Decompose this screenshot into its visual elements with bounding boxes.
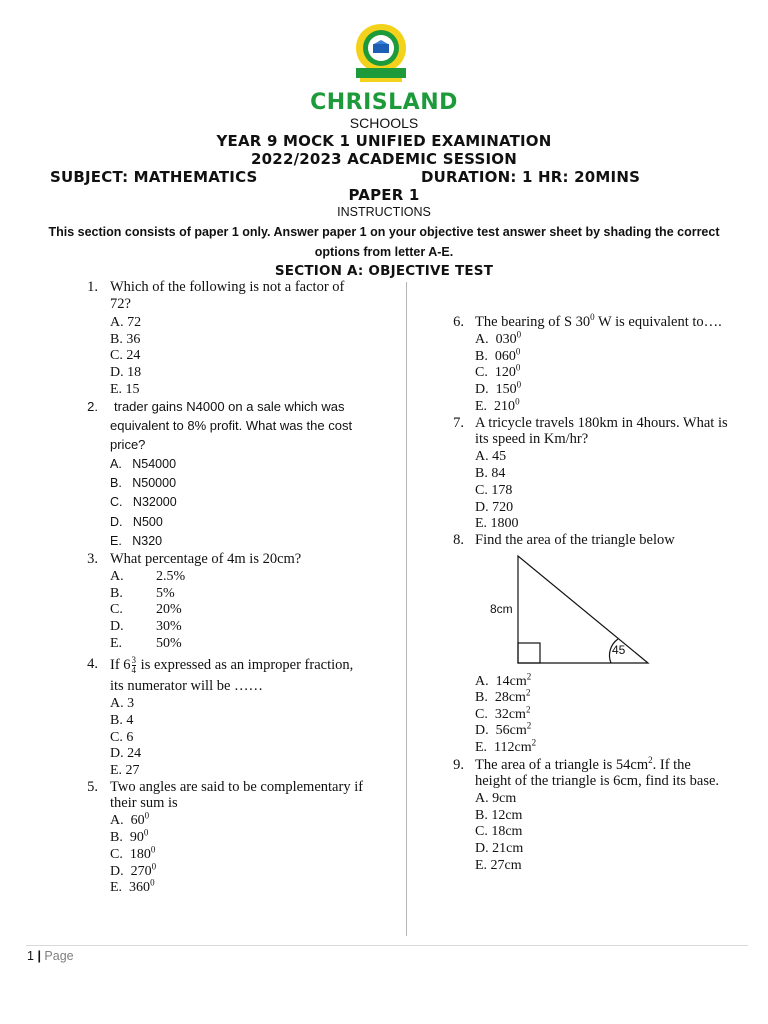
instructions-line2: options from letter A-E. <box>314 245 454 259</box>
page-number: 1 <box>27 949 34 963</box>
option-e: E. 27 <box>110 763 140 778</box>
option-b: B. $28cm^2$ <box>475 687 531 705</box>
option-c-letter: C. <box>110 602 123 617</box>
option-a: A. 3 <box>110 696 135 711</box>
option-c: C. $32cm^2$ <box>475 704 531 722</box>
option-d: D. $150^0$ <box>475 379 522 397</box>
school-sub: SCHOOLS <box>349 115 419 131</box>
instructions-line1: This section consists of paper 1 only. Answer paper 1 on your objective test answer sheet by shading the correct <box>48 225 720 239</box>
option-e: E. $210^0$ <box>475 396 520 414</box>
option-e: E. 1800 <box>475 516 519 531</box>
option-b: B. 36 <box>110 332 141 347</box>
question-text: 72? <box>110 296 131 312</box>
option-b: B. N50000 <box>110 476 177 490</box>
angle-label: 45 <box>612 643 626 657</box>
session: 2022/2023 ACADEMIC SESSION <box>251 150 517 168</box>
page-label: Page <box>44 949 74 963</box>
option-d: D. $270^0$ <box>110 861 157 879</box>
option-a: A. 72 <box>110 315 142 330</box>
question-text: their sum is <box>110 795 178 811</box>
option-d: 30% <box>156 619 182 634</box>
duration: DURATION: 1 HR: 20MINS <box>421 168 641 186</box>
option-b: B. $90^0$ <box>110 827 149 845</box>
option-c: C. $180^0$ <box>110 844 156 862</box>
column-divider <box>406 282 407 936</box>
option-b: B. $060^0$ <box>475 346 521 364</box>
option-a: A. N54000 <box>110 457 177 471</box>
option-d: D. $56cm^2$ <box>475 720 532 738</box>
option-d: D. 18 <box>110 365 142 380</box>
option-b: B. 12cm <box>475 808 523 823</box>
question-text: The bearing of S $30^0$ W is equivalent to…. <box>475 312 722 330</box>
question-text: height of the triangle is 6cm, find its base. <box>475 773 720 789</box>
question-text: its numerator will be …… <box>110 678 264 694</box>
question-text: A tricycle travels 180km in 4hours. What is <box>475 415 728 431</box>
option-a: A. 9cm <box>475 791 517 806</box>
option-e: E. $360^0$ <box>110 877 155 895</box>
option-c: C. N32000 <box>110 495 177 509</box>
option-a: A. $030^0$ <box>475 329 522 347</box>
option-b: B. 84 <box>475 466 506 481</box>
question-text: Two angles are said to be complementary if <box>110 779 364 795</box>
page-footer <box>27 949 74 963</box>
question-text: its speed in Km/hr? <box>475 431 589 447</box>
footer-separator: | <box>37 949 41 963</box>
option-e: 50% <box>156 636 182 651</box>
option-e: E. N320 <box>110 534 163 548</box>
question-text: trader gains N4000 on a sale which was <box>114 399 345 414</box>
school-name: CHRISLAND <box>310 90 458 115</box>
option-d: D. 21cm <box>475 841 524 856</box>
option-e: E. 27cm <box>475 858 522 873</box>
side-label: 8cm <box>490 602 513 616</box>
question-text: Find the area of the triangle below <box>475 532 675 548</box>
option-c: 20% <box>156 602 182 617</box>
paper-title: PAPER 1 <box>348 186 420 204</box>
question-text: What percentage of 4m is 20cm? <box>110 551 302 567</box>
option-e: E. $112cm^2$ <box>475 737 537 755</box>
instructions-label: INSTRUCTIONS <box>337 205 431 219</box>
exam-title: YEAR 9 MOCK 1 UNIFIED EXAMINATION <box>216 132 552 150</box>
option-b: B. 4 <box>110 713 134 728</box>
section-title: SECTION A: OBJECTIVE TEST <box>274 263 494 279</box>
question-text: If 6 $\frac{3}{4}$ is expressed as an improper fraction, <box>110 655 354 675</box>
option-a: 2.5% <box>156 569 186 584</box>
school-logo <box>350 22 412 84</box>
option-b: 5% <box>156 586 175 601</box>
option-c: C. 24 <box>110 348 141 363</box>
option-c: C. $120^0$ <box>475 362 521 380</box>
option-d: D. 720 <box>475 500 514 515</box>
option-a: A. $60^0$ <box>110 810 150 828</box>
option-a: A. 45 <box>475 449 507 464</box>
question-text: Which of the following is not a factor of <box>110 279 345 295</box>
question-text: The area of a triangle is $54cm^2$. If the <box>475 755 691 773</box>
option-c: C. 6 <box>110 730 134 745</box>
option-d-letter: D. <box>110 619 124 634</box>
option-c: C. 18cm <box>475 824 523 839</box>
option-e-letter: E. <box>110 636 123 651</box>
option-c: C. 178 <box>475 483 513 498</box>
option-d: D. N500 <box>110 515 163 529</box>
option-a-letter: A. <box>110 569 124 584</box>
option-d: D. 24 <box>110 746 142 761</box>
question-text: price? <box>110 437 146 452</box>
footer-rule <box>26 945 748 946</box>
option-a: A. $14cm^2$ <box>475 671 532 689</box>
option-e: E. 15 <box>110 382 140 397</box>
question-text: equivalent to 8% profit. What was the cost <box>110 418 353 433</box>
subject: SUBJECT: MATHEMATICS <box>50 168 258 186</box>
option-b-letter: B. <box>110 586 123 601</box>
